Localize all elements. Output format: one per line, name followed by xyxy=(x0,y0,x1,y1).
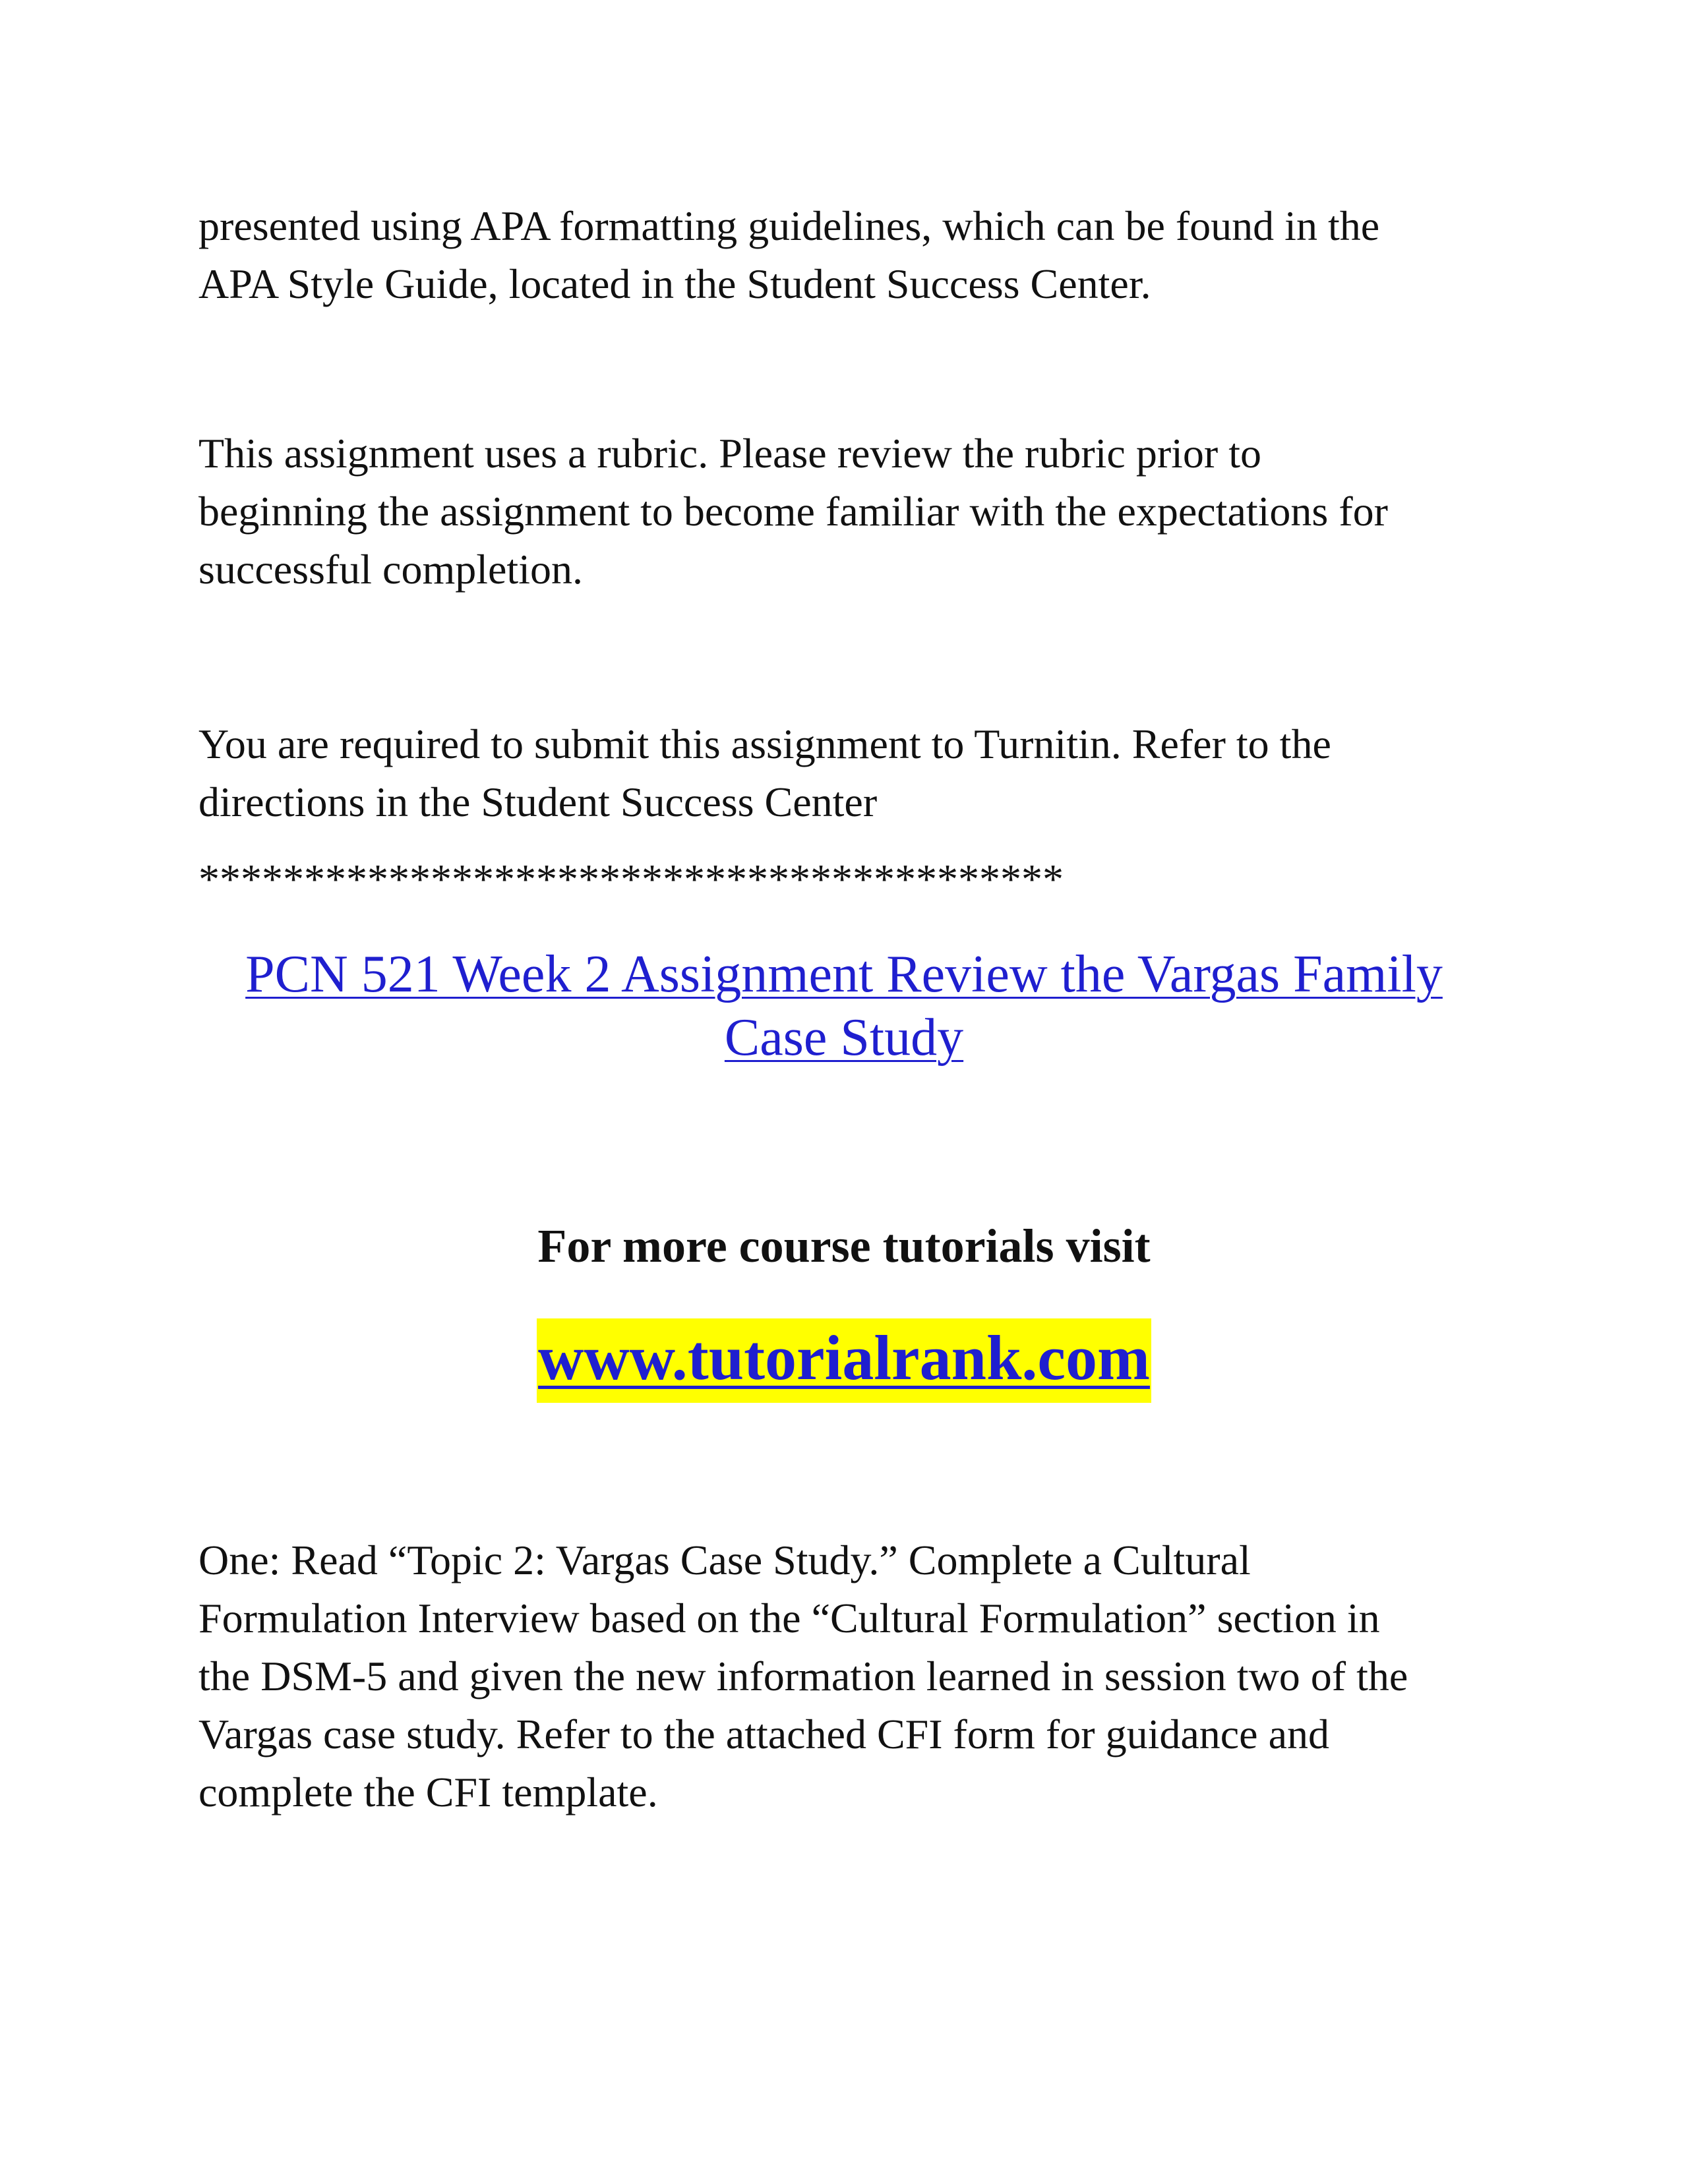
asterisk-separator: ***************************************** xyxy=(198,856,1064,902)
link-line[interactable]: PCN 521 Week 2 Assignment Review the Vargas Family xyxy=(245,945,1443,1003)
text-line: APA Style Guide, located in the Student Success Center. xyxy=(198,260,1151,307)
site-link-container xyxy=(0,1318,1688,1403)
text-line: beginning the assignment to become familiar with the expectations for xyxy=(198,488,1388,535)
text-line: presented using APA formatting guidelines, which can be found in the xyxy=(198,202,1380,249)
link-line[interactable]: Case Study xyxy=(724,1009,964,1067)
text-line: One: Read “Topic 2: Vargas Case Study.” Complete a Cultural xyxy=(198,1537,1251,1583)
paragraph-apa-guidelines xyxy=(198,197,1517,313)
paragraph-rubric xyxy=(198,425,1517,599)
text-line: Formulation Interview based on the “Cultural Formulation” section in xyxy=(198,1595,1380,1641)
paragraph-task xyxy=(198,1531,1517,1821)
tutorialrank-link[interactable]: www.tutorialrank.com xyxy=(537,1318,1151,1403)
text-line: directions in the Student Success Center xyxy=(198,779,878,825)
text-line: This assignment uses a rubric. Please review the rubric prior to xyxy=(198,430,1261,477)
text-line: successful completion. xyxy=(198,546,583,593)
paragraph-turnitin xyxy=(198,715,1517,831)
text-line: the DSM-5 and given the new information learned in session two of the xyxy=(198,1653,1408,1699)
text-line: Vargas case study. Refer to the attached CFI form for guidance and xyxy=(198,1711,1329,1757)
course-title-link[interactable] xyxy=(0,943,1688,1069)
visit-heading: For more course tutorials visit xyxy=(537,1220,1151,1272)
text-line: You are required to submit this assignment to Turnitin. Refer to the xyxy=(198,721,1331,767)
text-line: complete the CFI template. xyxy=(198,1769,658,1815)
